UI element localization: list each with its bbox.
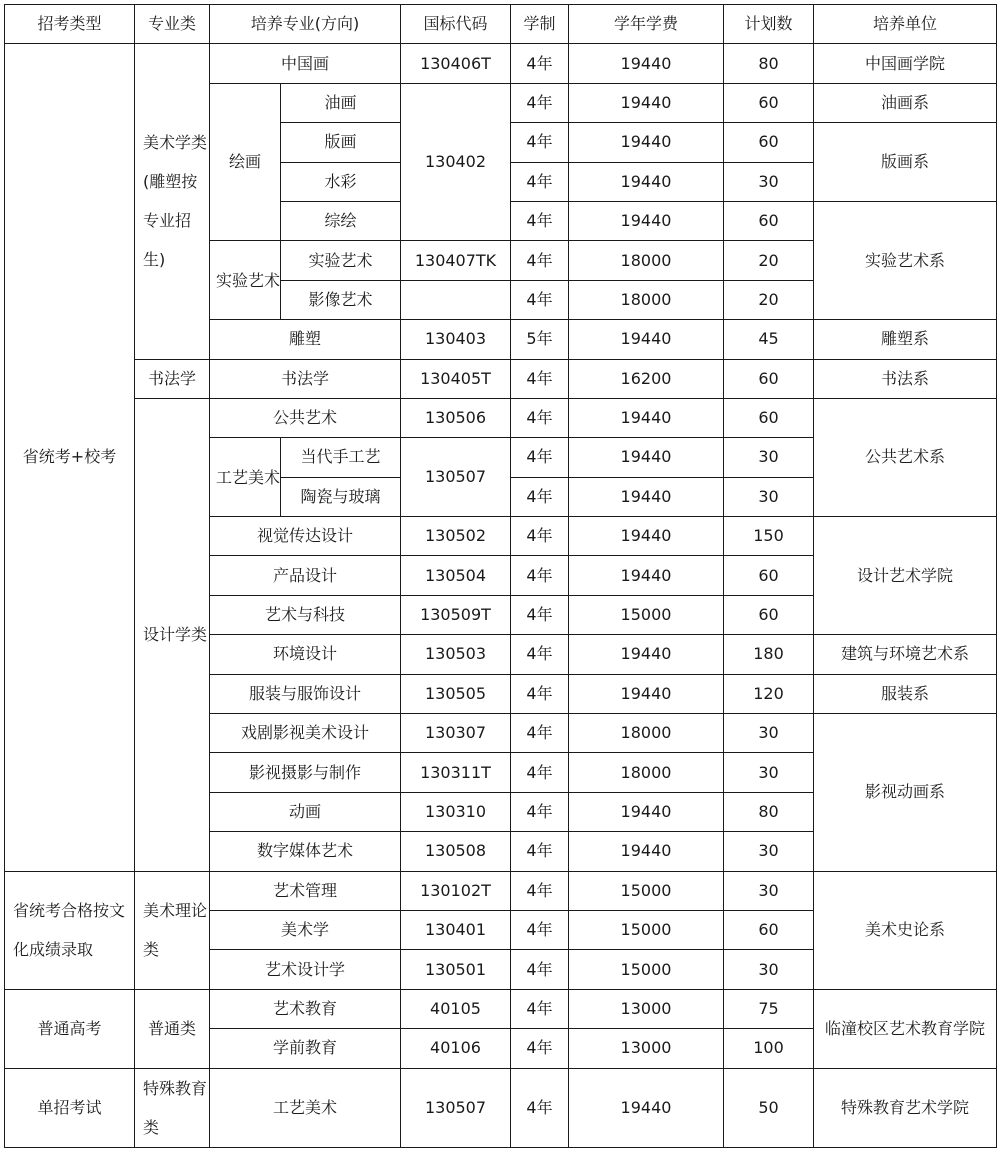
major-cell: 服装与服饰设计 — [210, 674, 401, 713]
code-cell — [401, 280, 511, 319]
duration-cell: 4年 — [511, 792, 569, 831]
unit-cell: 设计艺术学院 — [814, 517, 997, 635]
quota-cell: 30 — [724, 871, 814, 910]
unit-cell: 美术史论系 — [814, 871, 997, 989]
unit-cell: 油画系 — [814, 83, 997, 122]
fee-cell: 13000 — [569, 1029, 724, 1068]
group-cell: 普通高考 — [5, 989, 135, 1068]
quota-cell: 60 — [724, 595, 814, 634]
duration-cell: 4年 — [511, 398, 569, 437]
subcategory-cell: 绘画 — [210, 83, 281, 241]
major-cell: 工艺美术 — [210, 1068, 401, 1147]
major-cell: 水彩 — [281, 162, 401, 201]
fee-cell: 19440 — [569, 792, 724, 831]
duration-cell: 4年 — [511, 595, 569, 634]
quota-cell: 60 — [724, 556, 814, 595]
header-cell-quota: 计划数 — [724, 5, 814, 44]
code-cell: 130402 — [401, 83, 511, 241]
duration-cell: 4年 — [511, 556, 569, 595]
code-cell: 130102T — [401, 871, 511, 910]
fee-cell: 19440 — [569, 320, 724, 359]
major-cell: 影像艺术 — [281, 280, 401, 319]
header-cell-type: 招考类型 — [5, 5, 135, 44]
code-cell: 130311T — [401, 753, 511, 792]
major-cell: 书法学 — [210, 359, 401, 398]
quota-cell: 30 — [724, 714, 814, 753]
group-cell: 单招考试 — [5, 1068, 135, 1147]
major-cell: 学前教育 — [210, 1029, 401, 1068]
header-cell-category: 专业类 — [135, 5, 210, 44]
code-cell: 130503 — [401, 635, 511, 674]
quota-cell: 75 — [724, 989, 814, 1028]
code-cell: 130505 — [401, 674, 511, 713]
duration-cell: 4年 — [511, 714, 569, 753]
fee-cell: 18000 — [569, 280, 724, 319]
quota-cell: 100 — [724, 1029, 814, 1068]
code-cell: 130501 — [401, 950, 511, 989]
major-cell: 数字媒体艺术 — [210, 832, 401, 871]
quota-cell: 60 — [724, 123, 814, 162]
group-cell: 省统考+校考 — [5, 44, 135, 871]
duration-cell: 4年 — [511, 871, 569, 910]
major-cell: 环境设计 — [210, 635, 401, 674]
code-cell: 130504 — [401, 556, 511, 595]
header-cell-major: 培养专业(方向) — [210, 5, 401, 44]
table-row — [5, 44, 997, 83]
fee-cell: 19440 — [569, 477, 724, 516]
quota-cell: 80 — [724, 792, 814, 831]
duration-cell: 4年 — [511, 1068, 569, 1147]
code-cell: 130506 — [401, 398, 511, 437]
duration-cell: 4年 — [511, 241, 569, 280]
fee-cell: 13000 — [569, 989, 724, 1028]
subcategory-cell: 工艺美术 — [210, 438, 281, 517]
duration-cell: 5年 — [511, 320, 569, 359]
major-cell: 陶瓷与玻璃 — [281, 477, 401, 516]
duration-cell: 4年 — [511, 674, 569, 713]
table-row — [5, 398, 997, 437]
fee-cell: 19440 — [569, 398, 724, 437]
fee-cell: 18000 — [569, 753, 724, 792]
unit-cell: 公共艺术系 — [814, 398, 997, 516]
quota-cell: 20 — [724, 280, 814, 319]
fee-cell: 15000 — [569, 910, 724, 949]
unit-cell: 特殊教育艺术学院 — [814, 1068, 997, 1147]
fee-cell: 19440 — [569, 1068, 724, 1147]
code-cell: 130310 — [401, 792, 511, 831]
unit-cell: 临潼校区艺术教育学院 — [814, 989, 997, 1068]
group-cell: 省统考合格按文化成绩录取 — [5, 871, 135, 989]
fee-cell: 19440 — [569, 832, 724, 871]
duration-cell: 4年 — [511, 83, 569, 122]
major-cell: 雕塑 — [210, 320, 401, 359]
duration-cell: 4年 — [511, 989, 569, 1028]
duration-cell: 4年 — [511, 910, 569, 949]
header-cell-code: 国标代码 — [401, 5, 511, 44]
fee-cell: 19440 — [569, 83, 724, 122]
category-cell: 设计学类 — [135, 398, 210, 871]
table-row — [5, 1068, 997, 1147]
quota-cell: 30 — [724, 162, 814, 201]
code-cell: 130307 — [401, 714, 511, 753]
major-cell: 视觉传达设计 — [210, 517, 401, 556]
category-cell: 普通类 — [135, 989, 210, 1068]
duration-cell: 4年 — [511, 438, 569, 477]
duration-cell: 4年 — [511, 123, 569, 162]
subcategory-cell: 实验艺术 — [210, 241, 281, 320]
category-cell: 书法学 — [135, 359, 210, 398]
major-cell: 动画 — [210, 792, 401, 831]
code-cell: 130406T — [401, 44, 511, 83]
major-cell: 当代手工艺 — [281, 438, 401, 477]
fee-cell: 19440 — [569, 44, 724, 83]
major-cell: 美术学 — [210, 910, 401, 949]
quota-cell: 180 — [724, 635, 814, 674]
category-cell: 美术学类(雕塑按专业招生) — [135, 44, 210, 359]
quota-cell: 30 — [724, 477, 814, 516]
duration-cell: 4年 — [511, 950, 569, 989]
major-cell: 综绘 — [281, 201, 401, 240]
quota-cell: 60 — [724, 83, 814, 122]
code-cell: 130502 — [401, 517, 511, 556]
code-cell: 130403 — [401, 320, 511, 359]
quota-cell: 80 — [724, 44, 814, 83]
duration-cell: 4年 — [511, 477, 569, 516]
major-cell: 艺术管理 — [210, 871, 401, 910]
major-cell: 实验艺术 — [281, 241, 401, 280]
major-cell: 产品设计 — [210, 556, 401, 595]
fee-cell: 19440 — [569, 123, 724, 162]
major-cell: 艺术与科技 — [210, 595, 401, 634]
table-row — [5, 359, 997, 398]
major-cell: 版画 — [281, 123, 401, 162]
category-cell: 美术理论类 — [135, 871, 210, 989]
fee-cell: 18000 — [569, 241, 724, 280]
quota-cell: 50 — [724, 1068, 814, 1147]
header-cell-fee: 学年学费 — [569, 5, 724, 44]
duration-cell: 4年 — [511, 359, 569, 398]
fee-cell: 19440 — [569, 201, 724, 240]
major-cell: 中国画 — [210, 44, 401, 83]
fee-cell: 15000 — [569, 871, 724, 910]
code-cell: 130401 — [401, 910, 511, 949]
duration-cell: 4年 — [511, 753, 569, 792]
major-cell: 影视摄影与制作 — [210, 753, 401, 792]
fee-cell: 19440 — [569, 438, 724, 477]
fee-cell: 16200 — [569, 359, 724, 398]
enrollment-plan-table — [4, 4, 997, 1148]
unit-cell: 实验艺术系 — [814, 201, 997, 319]
code-cell: 130507 — [401, 1068, 511, 1147]
quota-cell: 30 — [724, 950, 814, 989]
fee-cell: 19440 — [569, 674, 724, 713]
duration-cell: 4年 — [511, 162, 569, 201]
table-row — [5, 989, 997, 1028]
fee-cell: 15000 — [569, 950, 724, 989]
table-row — [5, 871, 997, 910]
quota-cell: 30 — [724, 438, 814, 477]
duration-cell: 4年 — [511, 1029, 569, 1068]
quota-cell: 30 — [724, 832, 814, 871]
unit-cell: 建筑与环境艺术系 — [814, 635, 997, 674]
fee-cell: 19440 — [569, 635, 724, 674]
duration-cell: 4年 — [511, 635, 569, 674]
quota-cell: 120 — [724, 674, 814, 713]
code-cell: 130507 — [401, 438, 511, 517]
quota-cell: 30 — [724, 753, 814, 792]
unit-cell: 版画系 — [814, 123, 997, 202]
code-cell: 130508 — [401, 832, 511, 871]
quota-cell: 60 — [724, 398, 814, 437]
code-cell: 130509T — [401, 595, 511, 634]
quota-cell: 60 — [724, 359, 814, 398]
duration-cell: 4年 — [511, 44, 569, 83]
fee-cell: 15000 — [569, 595, 724, 634]
major-cell: 公共艺术 — [210, 398, 401, 437]
code-cell: 130405T — [401, 359, 511, 398]
duration-cell: 4年 — [511, 280, 569, 319]
major-cell: 戏剧影视美术设计 — [210, 714, 401, 753]
quota-cell: 45 — [724, 320, 814, 359]
duration-cell: 4年 — [511, 517, 569, 556]
fee-cell: 19440 — [569, 162, 724, 201]
major-cell: 艺术教育 — [210, 989, 401, 1028]
fee-cell: 19440 — [569, 517, 724, 556]
header-cell-duration: 学制 — [511, 5, 569, 44]
major-cell: 油画 — [281, 83, 401, 122]
quota-cell: 150 — [724, 517, 814, 556]
header-row — [5, 5, 997, 44]
code-cell: 40106 — [401, 1029, 511, 1068]
unit-cell: 书法系 — [814, 359, 997, 398]
category-cell: 特殊教育类 — [135, 1068, 210, 1147]
fee-cell: 18000 — [569, 714, 724, 753]
quota-cell: 60 — [724, 201, 814, 240]
unit-cell: 雕塑系 — [814, 320, 997, 359]
fee-cell: 19440 — [569, 556, 724, 595]
major-cell: 艺术设计学 — [210, 950, 401, 989]
unit-cell: 服装系 — [814, 674, 997, 713]
duration-cell: 4年 — [511, 832, 569, 871]
unit-cell: 中国画学院 — [814, 44, 997, 83]
unit-cell: 影视动画系 — [814, 714, 997, 872]
header-cell-unit: 培养单位 — [814, 5, 997, 44]
code-cell: 40105 — [401, 989, 511, 1028]
code-cell: 130407TK — [401, 241, 511, 280]
duration-cell: 4年 — [511, 201, 569, 240]
quota-cell: 20 — [724, 241, 814, 280]
quota-cell: 60 — [724, 910, 814, 949]
